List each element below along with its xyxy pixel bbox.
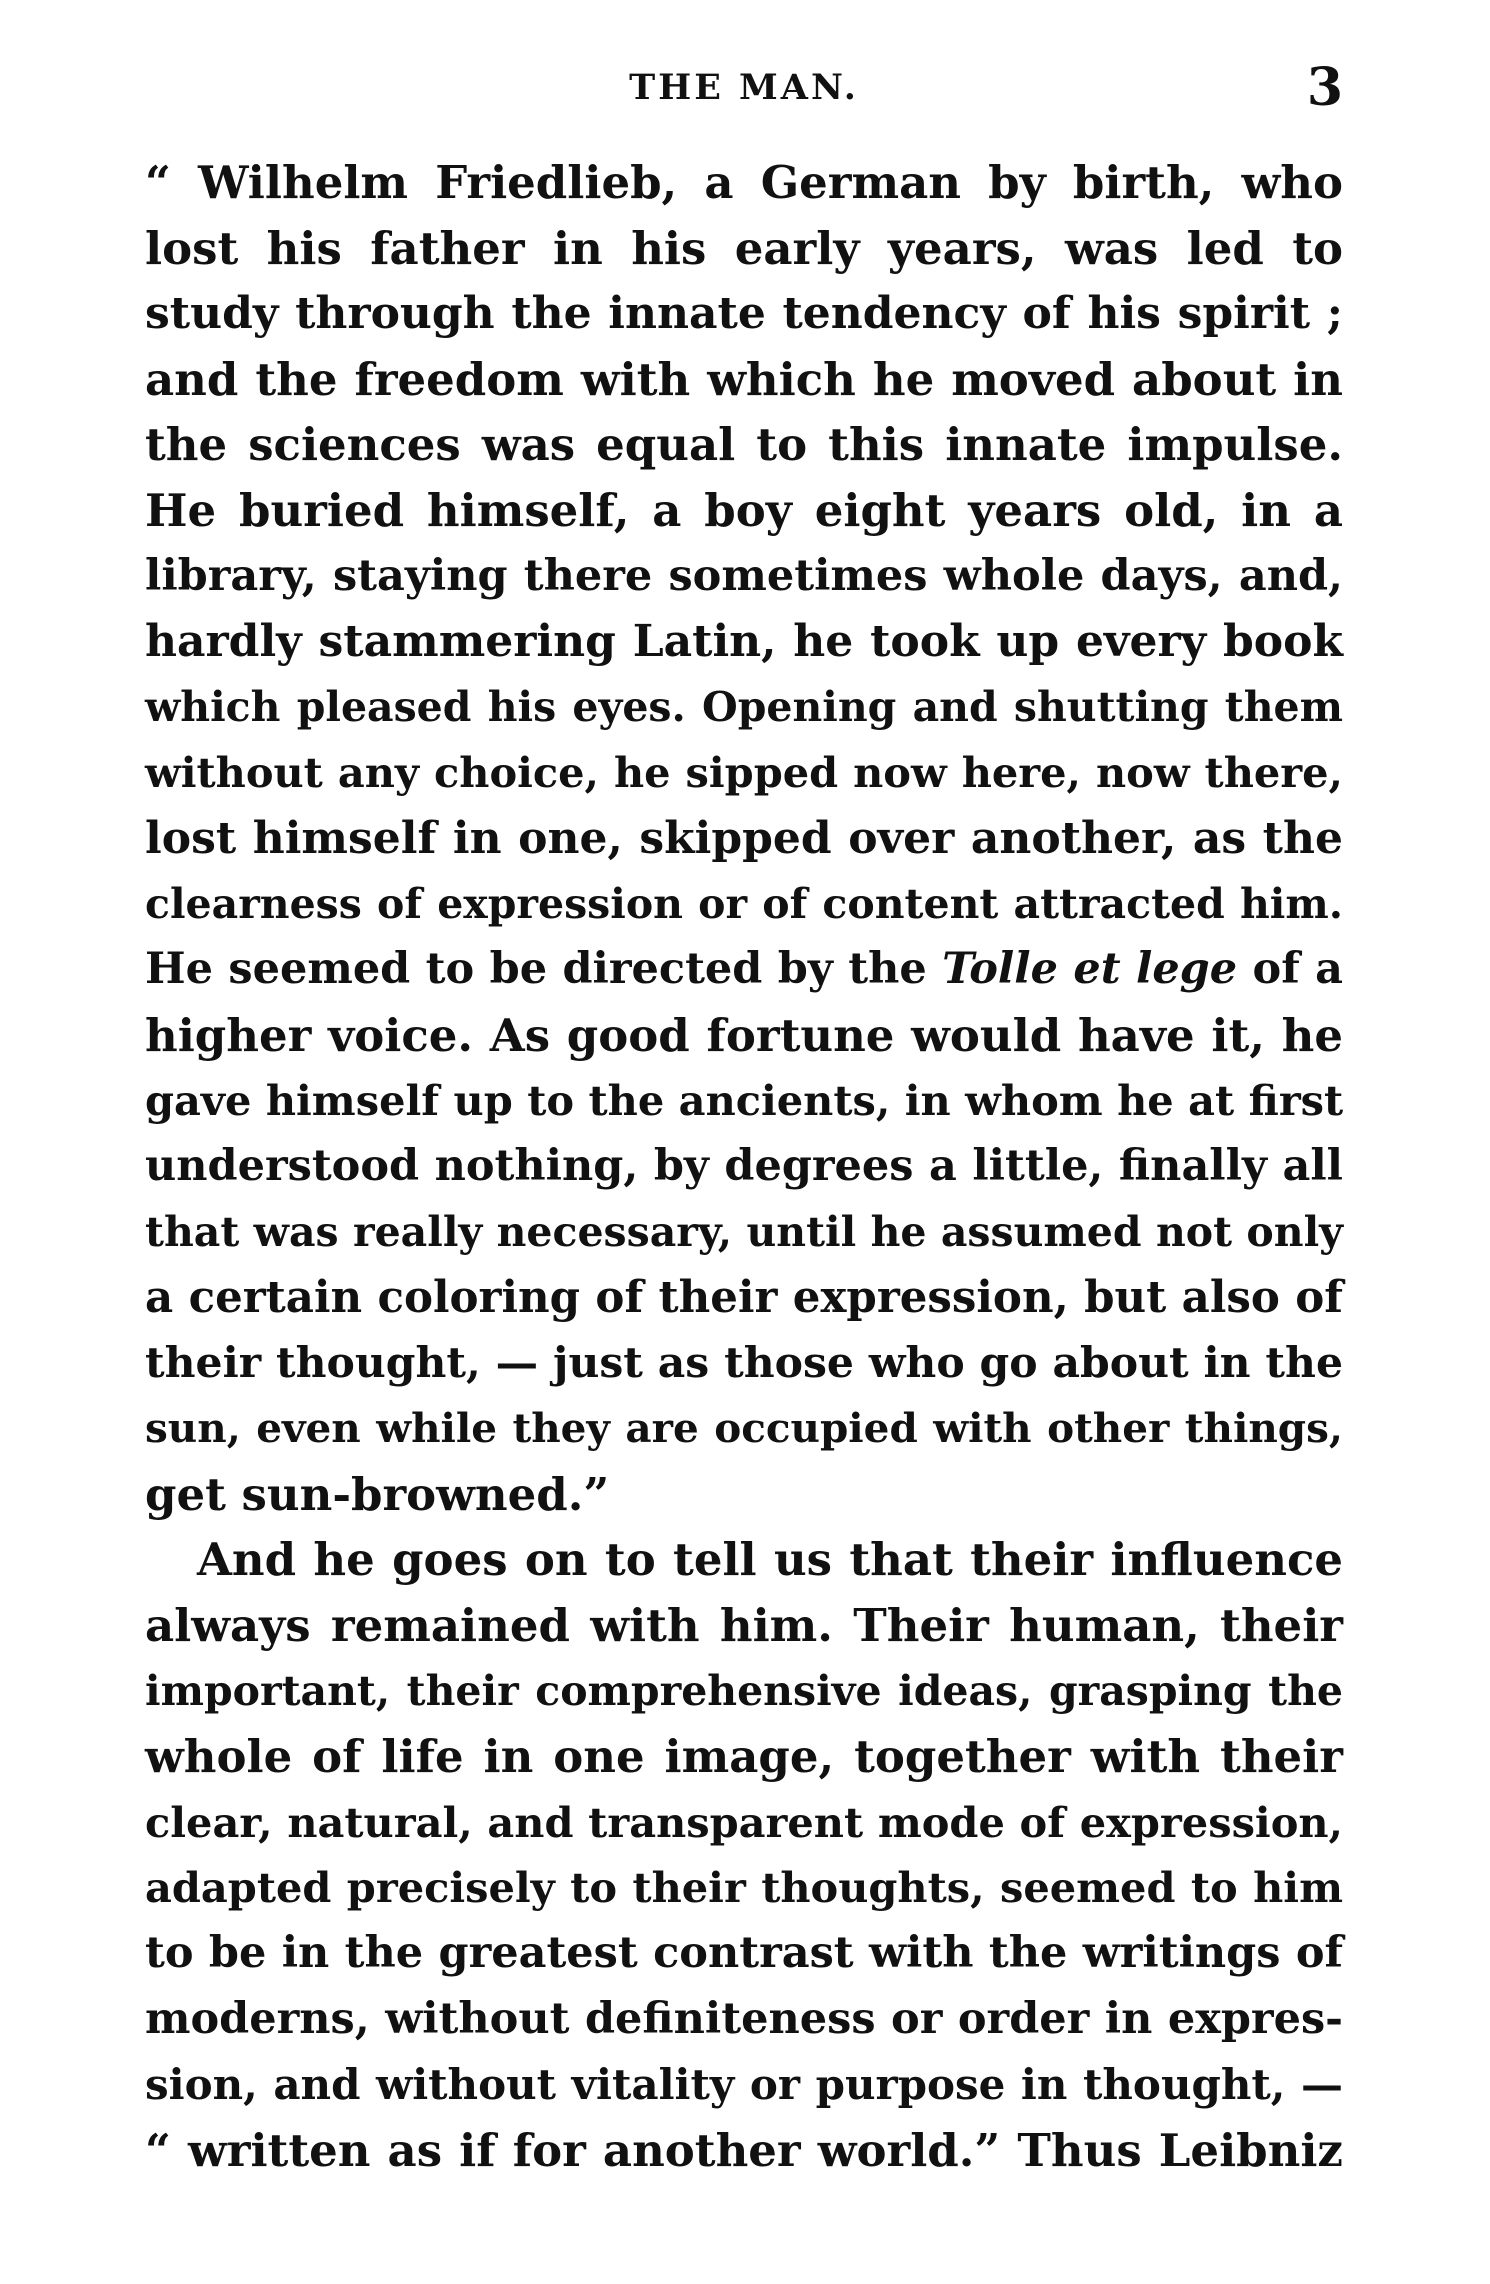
text-line: He buried himself, a boy eight years old, in a [145, 483, 1343, 537]
text-segment: of a [1237, 944, 1343, 995]
text-line: “ written as if for another world.” Thus Leibniz [145, 2123, 1343, 2177]
italic-phrase: Tolle et lege [942, 944, 1238, 995]
running-head [145, 58, 1343, 118]
text-line: without any choice, he sipped now here, now there, [145, 748, 1343, 798]
text-line: their thought, — just as those who go about in the [145, 1337, 1343, 1388]
text-line: a certain coloring of their expression, but also of [145, 1272, 1343, 1324]
text-line: important, their comprehensive ideas, grasping the [145, 1666, 1343, 1715]
text-segment: He seemed to be directed by the [145, 944, 943, 995]
text-line: library, staying there sometimes whole days, and, [145, 550, 1343, 601]
text-line: to be in the greatest contrast with the writings of [145, 1928, 1343, 1979]
text-line: sion, and without vitality or purpose in thought, — [145, 2060, 1343, 2110]
text-line: lost his father in his early years, was led to [145, 221, 1343, 275]
text-line-with-italic [145, 937, 1343, 1003]
text-line: clear, natural, and transparent mode of expression, [145, 1797, 1343, 1847]
text-line: and the freedom with which he moved about in [145, 352, 1343, 406]
text-line: study through the innate tendency of his spirit ; [145, 288, 1343, 340]
text-line: adapted precisely to their thoughts, seemed to him [145, 1863, 1343, 1913]
text-line: understood nothing, by degrees a little, finally all [145, 1140, 1343, 1191]
text-line: “ Wilhelm Friedlieb, a German by birth, who [145, 156, 1343, 209]
text-line: always remained with him. Their human, their [145, 1599, 1343, 1653]
text-line: that was really necessary, until he assumed not only [145, 1207, 1343, 1256]
text-line: higher voice. As good fortune would have it, he [145, 1008, 1343, 1062]
text-line: the sciences was equal to this innate impulse. [145, 418, 1343, 472]
text-line: clearness of expression or of content attracted him. [145, 879, 1343, 928]
text-line: And he goes on to tell us that their influence [197, 1533, 1343, 1587]
text-line: whole of life in one image, together with their [145, 1730, 1343, 1784]
page-number: 3 [1306, 57, 1343, 118]
text-line: get sun-browned.” [145, 1467, 610, 1521]
text-line: hardly stammering Latin, he took up every book [145, 616, 1343, 668]
running-head-title: THE MAN. [629, 67, 859, 108]
text-line: lost himself in one, skipped over another, as the [145, 812, 1343, 864]
text-line: sun, even while they are occupied with other things, [145, 1404, 1343, 1453]
body-text [145, 150, 1343, 2183]
text-line: which pleased his eyes. Opening and shutting them [145, 682, 1343, 731]
text-line: gave himself up to the ancients, in whom he at first [145, 1076, 1344, 1126]
text-line: moderns, without definiteness or order in expres- [145, 1993, 1343, 2044]
